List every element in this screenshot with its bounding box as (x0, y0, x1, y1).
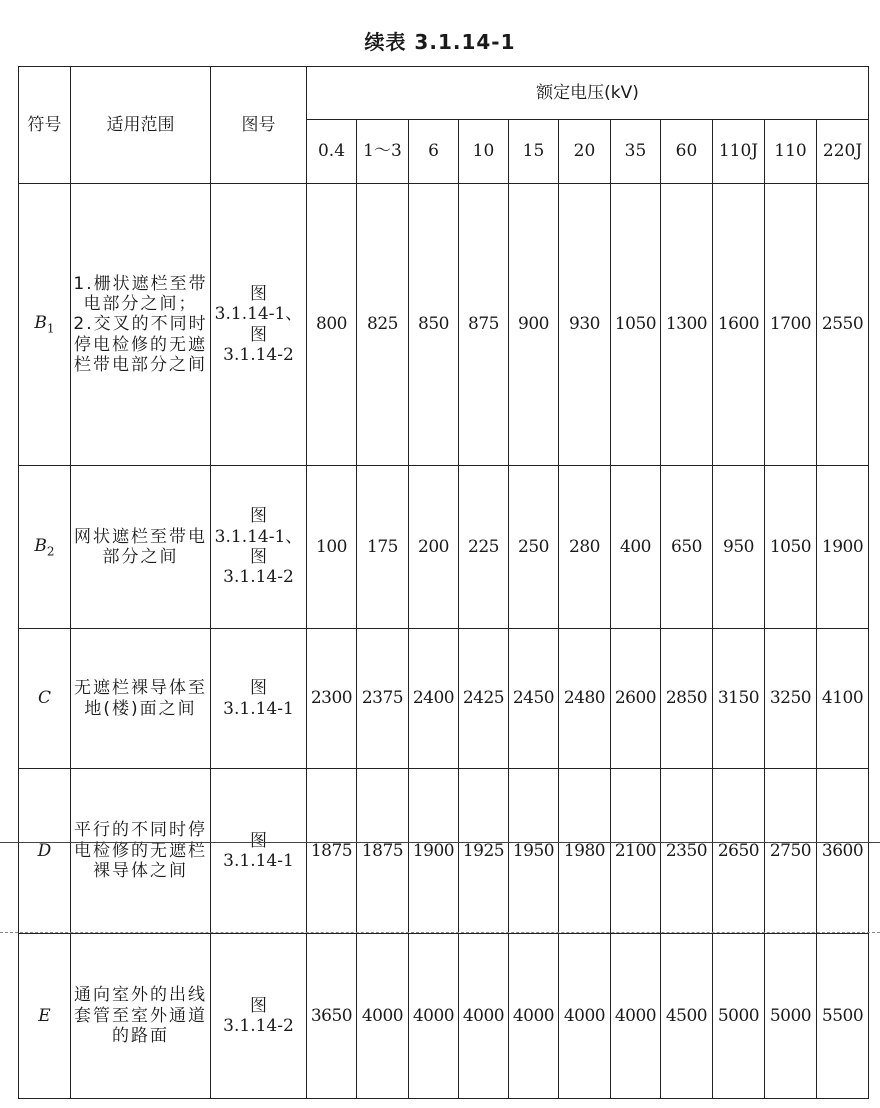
clearance-value-cell: 950 (713, 466, 765, 629)
clearance-value-cell: 1050 (765, 466, 817, 629)
clearance-value-cell: 2100 (611, 769, 661, 934)
clearance-value-cell: 1050 (611, 184, 661, 466)
scan-artifact-dash (0, 932, 880, 933)
row-symbol (19, 466, 71, 629)
clearance-value-cell: 5000 (713, 934, 765, 1099)
row-figure-ref: 图 3.1.14-1、 图 3.1.14-2 (211, 466, 307, 629)
row-symbol-letter: B (34, 313, 47, 334)
clearance-value-cell: 4500 (661, 934, 713, 1099)
clearance-value-cell: 3650 (307, 934, 357, 1099)
row-scope: 通向室外的出线套管至室外通道的路面 (71, 934, 211, 1099)
voltage-header-cell: 0.4 (307, 120, 357, 184)
row-symbol (19, 934, 71, 1099)
clearance-value-cell: 1875 (357, 769, 409, 934)
row-figure-ref: 图 3.1.14-1 (211, 769, 307, 934)
header-scope: 适用范围 (71, 67, 211, 184)
clearance-value-cell: 100 (307, 466, 357, 629)
table-row (19, 769, 869, 934)
clearance-value-cell: 4000 (459, 934, 509, 1099)
clearance-value-cell: 2350 (661, 769, 713, 934)
voltage-header-cell: 20 (559, 120, 611, 184)
clearance-value-cell: 3600 (817, 769, 869, 934)
clearance-value-cell: 2450 (509, 629, 559, 769)
row-scope: 1.栅状遮栏至带电部分之间； 2.交叉的不同时停电检修的无遮栏带电部分之间 (71, 184, 211, 466)
row-figure-ref: 图 3.1.14-2 (211, 934, 307, 1099)
row-scope: 平行的不同时停电检修的无遮栏裸导体之间 (71, 769, 211, 934)
clearance-table (18, 66, 869, 1099)
row-scope: 网状遮栏至带电部分之间 (71, 466, 211, 629)
clearance-value-cell: 825 (357, 184, 409, 466)
row-symbol-subscript: 1 (46, 321, 55, 336)
voltage-header-cell: 6 (409, 120, 459, 184)
voltage-header-cell: 110 (765, 120, 817, 184)
clearance-value-cell: 2850 (661, 629, 713, 769)
row-symbol-letter: B (34, 535, 47, 556)
clearance-value-cell: 1900 (409, 769, 459, 934)
clearance-value-cell: 4000 (409, 934, 459, 1099)
row-symbol-letter: C (37, 688, 51, 709)
voltage-header-cell: 220J (817, 120, 869, 184)
clearance-value-cell: 400 (611, 466, 661, 629)
clearance-value-cell: 875 (459, 184, 509, 466)
clearance-value-cell: 650 (661, 466, 713, 629)
clearance-value-cell: 2480 (559, 629, 611, 769)
clearance-value-cell: 900 (509, 184, 559, 466)
clearance-value-cell: 2650 (713, 769, 765, 934)
clearance-value-cell: 2400 (409, 629, 459, 769)
table-row (19, 934, 869, 1099)
clearance-value-cell: 930 (559, 184, 611, 466)
table-row (19, 184, 869, 466)
clearance-value-cell: 1700 (765, 184, 817, 466)
clearance-value-cell: 1900 (817, 466, 869, 629)
clearance-value-cell: 2300 (307, 629, 357, 769)
row-symbol-letter: E (38, 1005, 51, 1026)
clearance-value-cell: 4000 (611, 934, 661, 1099)
clearance-value-cell: 3250 (765, 629, 817, 769)
clearance-value-cell: 1875 (307, 769, 357, 934)
clearance-value-cell: 1980 (559, 769, 611, 934)
table-row (19, 466, 869, 629)
clearance-value-cell: 4000 (357, 934, 409, 1099)
clearance-value-cell: 5000 (765, 934, 817, 1099)
clearance-value-cell: 175 (357, 466, 409, 629)
row-figure-ref: 图 3.1.14-1 (211, 629, 307, 769)
header-figure: 图号 (211, 67, 307, 184)
row-symbol (19, 184, 71, 466)
clearance-value-cell: 1300 (661, 184, 713, 466)
clearance-value-cell: 2750 (765, 769, 817, 934)
row-symbol (19, 629, 71, 769)
table-row (19, 629, 869, 769)
clearance-value-cell: 1950 (509, 769, 559, 934)
clearance-value-cell: 4100 (817, 629, 869, 769)
voltage-header-cell: 1～3 (357, 120, 409, 184)
clearance-value-cell: 2600 (611, 629, 661, 769)
row-figure-ref: 图 3.1.14-1、 图 3.1.14-2 (211, 184, 307, 466)
clearance-value-cell: 2550 (817, 184, 869, 466)
header-rated-voltage: 额定电压(kV) (307, 67, 869, 120)
clearance-value-cell: 3150 (713, 629, 765, 769)
voltage-header-cell: 60 (661, 120, 713, 184)
row-symbol-subscript: 2 (46, 544, 55, 558)
voltage-header-cell: 10 (459, 120, 509, 184)
voltage-header-cell: 35 (611, 120, 661, 184)
clearance-value-cell: 4000 (509, 934, 559, 1099)
clearance-value-cell: 200 (409, 466, 459, 629)
clearance-value-cell: 1600 (713, 184, 765, 466)
table-title: 续表 3.1.14-1 (364, 30, 516, 54)
clearance-value-cell: 2375 (357, 629, 409, 769)
clearance-value-cell: 1925 (459, 769, 509, 934)
row-symbol-letter: D (37, 840, 52, 861)
clearance-value-cell: 280 (559, 466, 611, 629)
clearance-value-cell: 5500 (817, 934, 869, 1099)
clearance-value-cell: 800 (307, 184, 357, 466)
clearance-value-cell: 850 (409, 184, 459, 466)
voltage-header-cell: 110J (713, 120, 765, 184)
clearance-value-cell: 225 (459, 466, 509, 629)
clearance-value-cell: 2425 (459, 629, 509, 769)
row-scope: 无遮栏裸导体至地(楼)面之间 (71, 629, 211, 769)
header-symbol: 符号 (19, 67, 71, 184)
row-symbol (19, 769, 71, 934)
clearance-value-cell: 250 (509, 466, 559, 629)
voltage-header-cell: 15 (509, 120, 559, 184)
scan-artifact-line (0, 842, 880, 843)
clearance-value-cell: 4000 (559, 934, 611, 1099)
